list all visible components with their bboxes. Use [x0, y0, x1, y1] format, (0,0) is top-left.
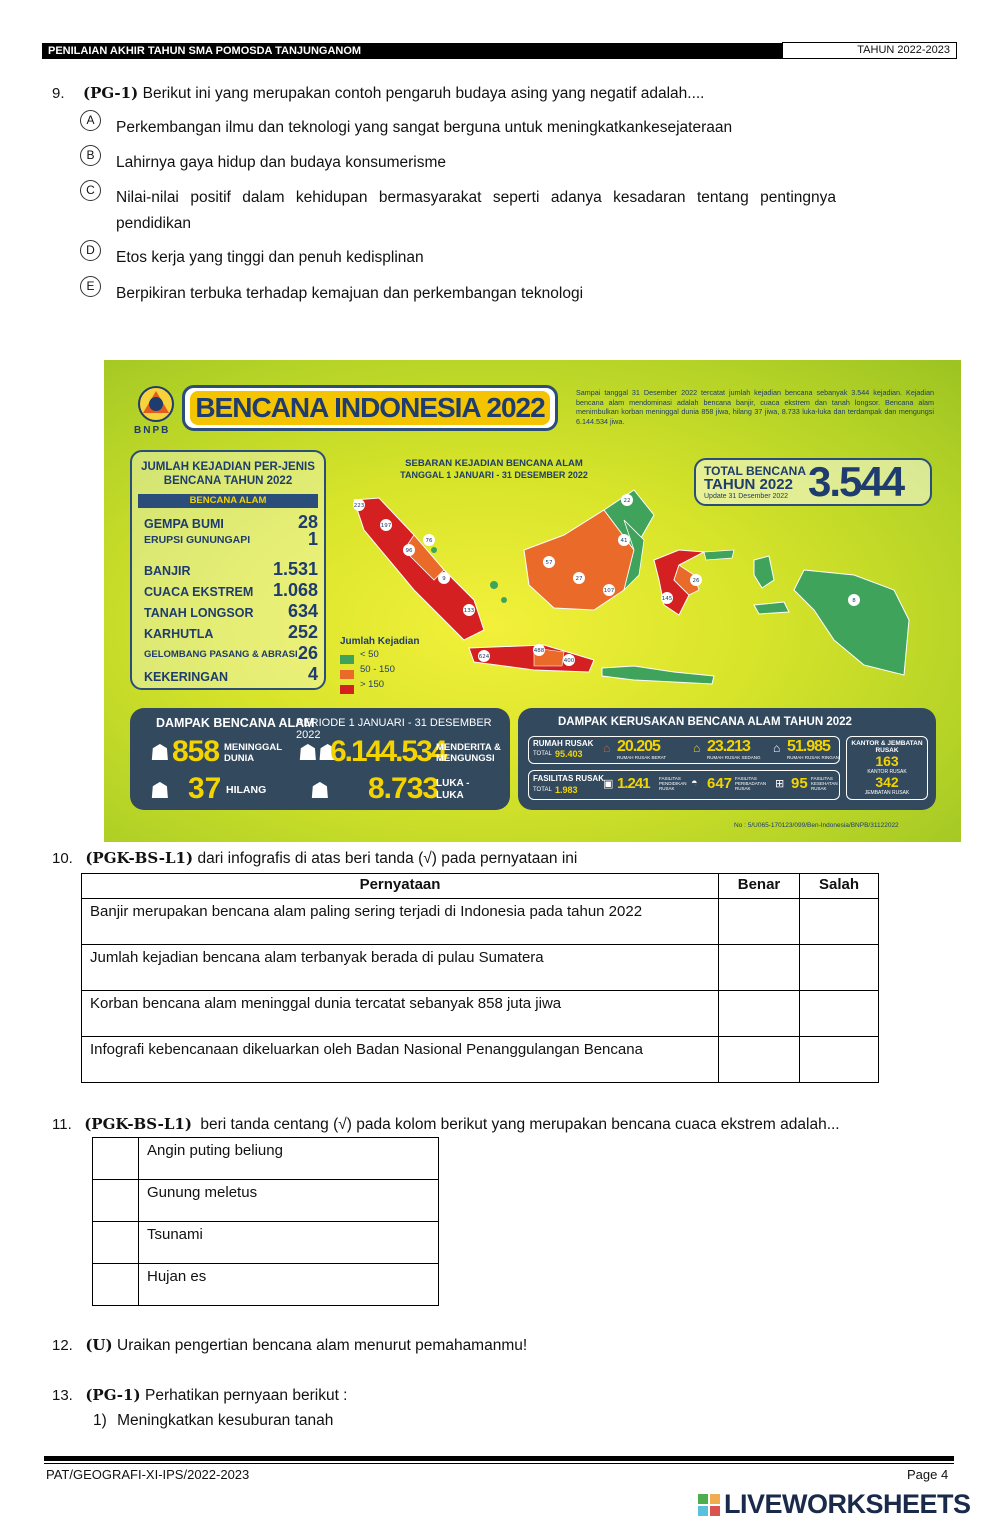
question-number: 13.	[52, 1387, 73, 1404]
benar-checkbox[interactable]	[719, 899, 800, 945]
check-cell[interactable]	[93, 1180, 139, 1222]
map-label-jabar: 624	[478, 654, 490, 660]
impact-panel	[130, 708, 510, 810]
map-label-sumut: 197	[380, 523, 392, 529]
question-10	[52, 849, 577, 868]
map-label-aceh: 223	[353, 503, 365, 509]
houses-row	[528, 736, 840, 764]
option-d-text: Etos kerja yang tinggi dan penuh kedisplinan	[116, 249, 424, 266]
check-cell[interactable]	[93, 1222, 139, 1264]
check-option: Angin puting beliung	[139, 1138, 439, 1180]
fac-worship: 647	[707, 775, 733, 792]
option-a-radio[interactable]: A	[80, 110, 101, 131]
question-code: (PGK-BS-L1)	[84, 1115, 192, 1133]
events-panel-title: JUMLAH KEJADIAN PER-JENIS BENCANA TAHUN 2022	[141, 461, 315, 487]
event-label: KARHUTLA	[144, 627, 214, 641]
event-value: 1	[307, 529, 318, 549]
question-number: 9.	[52, 85, 65, 102]
fac-edu: 1.241	[617, 775, 650, 792]
total-update: Update 31 Desember 2022	[704, 493, 789, 500]
table-row	[82, 1037, 879, 1083]
map-label-sumbar: 96	[405, 548, 413, 554]
table-row	[82, 945, 879, 991]
damage-panel	[518, 708, 936, 810]
map-label-jatim: 400	[563, 658, 575, 664]
question-13	[52, 1386, 347, 1405]
infographic-intro: Sampai tanggal 31 Desember 2022 tercatat jumlah kejadian bencana sebanyak 3.544 kejadian. Kejadian bencana alam mendominasi adalah bencana banjir, cuaca ekstrem dan tanah longsor. Bencana alam menimbulkan korban meninggal dunia 858 jiwa, hilang 37 jiwa, 8.733 luka-luka dan terdampak dan mengungsi 6.144.534 jiwa.	[576, 388, 934, 426]
event-value: 1.068	[272, 580, 318, 600]
list-item	[93, 1412, 333, 1430]
facilities-row	[528, 770, 840, 800]
events-panel-sub: BENCANA ALAM	[138, 494, 318, 508]
statement-text: Jumlah kejadian bencana alam terbanyak berada di pulau Sumatera	[82, 945, 719, 991]
houses-medium: 23.213	[707, 738, 750, 755]
map-island	[431, 547, 437, 553]
people-displaced-icon: ☗☗	[298, 740, 338, 765]
impact-dead-label: MENINGGAL DUNIA	[224, 742, 282, 764]
event-label: BANJIR	[144, 564, 191, 578]
impact-missing: 37	[188, 772, 222, 805]
bnpb-label: BNPB	[134, 425, 171, 436]
fac-health-label: FASILITAS KESEHATAN RUSAK	[811, 776, 838, 791]
event-value: 252	[287, 622, 318, 642]
map-sulawesi-north	[704, 550, 734, 560]
statement-text: Banjir merupakan bencana alam paling sering terjadi di Indonesia pada tahun 2022	[82, 899, 719, 945]
header-pernyataan: Pernyataan	[82, 874, 719, 899]
option-c-radio[interactable]: C	[80, 180, 101, 201]
indonesia-map	[334, 480, 914, 695]
footer-divider	[44, 1456, 954, 1461]
question-text: Uraikan pengertian bencana alam menurut pemahamanmu!	[117, 1337, 528, 1354]
bridge-value: 342	[875, 774, 899, 790]
person-injured-icon: ☗	[310, 778, 330, 803]
house-medium-icon: ⌂	[693, 741, 701, 755]
impact-displaced-label: MENDERITA & MENGUNGSI	[436, 742, 501, 764]
bnpb-logo-icon	[134, 384, 178, 428]
fac-edu-label: FASILITAS PENDIDIKAN RUSAK	[659, 776, 687, 791]
map-island	[490, 581, 498, 589]
question-9	[52, 84, 705, 103]
question-code: (PG-1)	[85, 1386, 141, 1404]
houses-heavy: 20.205	[617, 738, 660, 755]
map-island	[501, 597, 507, 603]
question-number: 11.	[52, 1116, 72, 1133]
houses-label: RUMAH RUSAK	[533, 739, 594, 748]
header-benar: Benar	[719, 874, 800, 899]
houses-total-label: TOTAL	[533, 751, 552, 757]
liveworksheets-watermark: LIVEWORKSHEETS	[724, 1489, 971, 1519]
events-panel	[130, 450, 326, 690]
event-label: CUACA EKSTREM	[144, 585, 254, 599]
liveworksheets-logo-icon	[698, 1494, 720, 1516]
legend-label-mid: 50 - 150	[360, 664, 395, 675]
check-table	[92, 1137, 439, 1306]
office-bridge-label: KANTOR & JEMBATAN RUSAK	[851, 740, 923, 754]
impact-period: PERIODE 1 JANUARI - 31 DESEMBER 2022	[296, 717, 492, 741]
legend-label-low: < 50	[360, 649, 379, 660]
person-dead-icon: ☗	[150, 740, 170, 765]
houses-heavy-label: RUMAH RUSAK BERAT	[617, 755, 667, 760]
fac-worship-label: FASILITAS PERIBADATAN RUSAK	[735, 776, 767, 791]
statement-table	[81, 873, 879, 1083]
legend-swatch-mid	[340, 666, 354, 675]
list-item-number: 1)	[93, 1412, 107, 1429]
legend-title: Jumlah Kejadian	[340, 636, 420, 647]
event-label: ERUPSI GUNUNGAPI	[144, 534, 251, 546]
impact-injured: 8.733	[368, 772, 439, 805]
office-value: 163	[875, 753, 899, 769]
question-text: beri tanda centang (√) pada kolom berikut yang merupakan bencana cuaca ekstrem adalah...	[200, 1116, 840, 1133]
event-value: 4	[307, 664, 318, 684]
infographic-bencana	[104, 360, 961, 842]
option-e-radio[interactable]: E	[80, 276, 101, 297]
option-b-radio[interactable]: B	[80, 145, 101, 166]
salah-checkbox[interactable]	[800, 991, 879, 1037]
map-papua	[794, 570, 909, 675]
check-option: Gunung meletus	[139, 1180, 439, 1222]
option-b-text: Lahirnya gaya hidup dan budaya konsumerisme	[116, 154, 447, 171]
event-value: 1.531	[272, 559, 318, 579]
event-value: 26	[297, 643, 318, 663]
mosque-icon: ◓	[691, 777, 698, 789]
event-label: GEMPA BUMI	[144, 517, 224, 531]
question-12	[52, 1336, 527, 1355]
damage-title: DAMPAK KERUSAKAN BENCANA ALAM TAHUN 2022	[558, 716, 852, 728]
salah-checkbox[interactable]	[800, 1037, 879, 1083]
total-label-2: TAHUN 2022	[704, 476, 793, 493]
event-label: KEKERINGAN	[144, 670, 229, 684]
fac-health: 95	[791, 775, 808, 792]
statement-text: Infografi kebencanaan dikeluarkan oleh Badan Nasional Penanggulangan Bencana	[82, 1037, 719, 1083]
benar-checkbox[interactable]	[719, 991, 800, 1037]
legend-swatch-high	[340, 681, 354, 690]
event-label: GELOMBANG PASANG & ABRASI	[144, 649, 298, 660]
impact-missing-label: HILANG	[226, 784, 267, 796]
total-value: 3.544	[808, 458, 904, 505]
option-a-text: Perkembangan ilmu dan teknologi yang sangat berguna untuk meningkatkankesejateraan	[116, 119, 733, 136]
facilities-total-label: TOTAL	[533, 787, 552, 793]
table-header-row	[82, 874, 879, 899]
footer-page: Page 4	[907, 1467, 949, 1482]
option-c-text-cont: pendidikan	[116, 215, 191, 232]
question-number: 12.	[52, 1337, 73, 1354]
infographic-ref: No : 5/U065-170123/099/Ben-Indonesia/BNPB/31122022	[734, 822, 899, 829]
houses-total: 95.403	[555, 749, 583, 759]
question-code: (U)	[85, 1336, 113, 1354]
question-text: Berikut ini yang merupakan contoh pengaruh budaya asing yang negatif adalah....	[142, 85, 705, 102]
impact-dead: 858	[172, 735, 220, 768]
option-c-text: Nilai-nilai positif dalam kehidupan bermasyarakat seperti adanya kesadaran tentang pentingnya	[116, 189, 836, 206]
check-cell[interactable]	[93, 1138, 139, 1180]
impact-title: DAMPAK BENCANA ALAM	[156, 716, 315, 730]
total-label-1: TOTAL BENCANA	[704, 464, 806, 478]
table-row	[93, 1264, 439, 1306]
header-school: PENILAIAN AKHIR TAHUN SMA POMOSDA TANJUNGANOM	[42, 43, 782, 59]
house-light-icon: ⌂	[773, 741, 781, 755]
map-sumatra	[354, 498, 484, 640]
map-label-jateng: 488	[533, 648, 545, 654]
salah-checkbox[interactable]	[800, 899, 879, 945]
question-text: dari infografis di atas beri tanda (√) pada pernyataan ini	[197, 850, 578, 867]
map-maluku	[754, 602, 789, 614]
map-label-jambi: 9	[442, 576, 446, 582]
footer-divider-thin	[44, 1463, 954, 1464]
infographic-title: BENCANA INDONESIA 2022	[190, 391, 550, 425]
table-row	[82, 899, 879, 945]
legend-label-high: > 150	[360, 679, 385, 690]
option-e-text: Berpikiran terbuka terhadap kemajuan dan perkembangan teknologi	[116, 285, 584, 302]
map-label-kalteng: 27	[575, 576, 583, 582]
map-nusa-tenggara	[602, 666, 714, 684]
list-item-text: Meningkatkan kesuburan tanah	[117, 1412, 334, 1429]
map-label-kaltim: 41	[620, 538, 628, 544]
statement-text: Korban bencana alam meninggal dunia tercatat sebanyak 858 juta jiwa	[82, 991, 719, 1037]
question-code: (PGK-BS-L1)	[85, 849, 194, 867]
bridge-sub: JEMBATAN RUSAK	[864, 790, 910, 796]
map-title: SEBARAN KEJADIAN BENCANA ALAM	[405, 458, 583, 469]
title-banner	[182, 385, 558, 431]
check-option: Tsunami	[139, 1222, 439, 1264]
map-label-kalut: 22	[623, 498, 631, 504]
facilities-total: 1.983	[555, 785, 578, 795]
event-value: 634	[287, 601, 318, 621]
map-subtitle: TANGGAL 1 JANUARI - 31 DESEMBER 2022	[400, 470, 588, 480]
salah-checkbox[interactable]	[800, 945, 879, 991]
benar-checkbox[interactable]	[719, 945, 800, 991]
person-missing-icon: ☗	[150, 778, 170, 803]
office-sub: KANTOR RUSAK	[867, 769, 907, 775]
legend-swatch-low	[340, 651, 354, 660]
option-d-radio[interactable]: D	[80, 240, 101, 261]
map-label-sulsel: 145	[661, 596, 673, 602]
question-number: 10.	[52, 850, 73, 867]
table-row	[93, 1138, 439, 1180]
question-code: (PG-1)	[82, 84, 139, 102]
map-label-kalbar: 57	[545, 560, 553, 566]
houses-medium-label: RUMAH RUSAK SEDANG	[707, 755, 761, 760]
map-label-riau: 76	[425, 538, 433, 544]
impact-injured-label: LUKA - LUKA	[436, 778, 470, 801]
hospital-icon: ⊞	[775, 778, 785, 790]
map-label-sulteng: 26	[692, 578, 700, 584]
header-salah: Salah	[800, 874, 879, 899]
map-label-papua: 8	[852, 598, 856, 604]
map-label-sumsel: 133	[463, 608, 475, 614]
benar-checkbox[interactable]	[719, 1037, 800, 1083]
check-option: Hujan es	[139, 1264, 439, 1306]
header-year: TAHUN 2022-2023	[782, 42, 957, 59]
houses-light: 51.985	[787, 738, 830, 755]
house-heavy-icon: ⌂	[603, 741, 611, 755]
event-label: TANAH LONGSOR	[144, 606, 254, 620]
office-bridge-box	[846, 736, 928, 800]
facilities-label: FASILITAS RUSAK	[533, 774, 604, 783]
table-row	[93, 1180, 439, 1222]
footer-left: PAT/GEOGRAFI-XI-IPS/2022-2023	[46, 1467, 250, 1482]
impact-displaced: 6.144.534	[330, 735, 446, 768]
event-value: 28	[297, 512, 318, 532]
school-icon: ▣	[603, 778, 614, 790]
houses-light-label: RUMAH RUSAK RINGAN	[787, 755, 840, 760]
table-row	[93, 1222, 439, 1264]
table-row	[82, 991, 879, 1037]
map-maluku-north	[754, 556, 774, 588]
question-11	[52, 1115, 840, 1134]
map-label-kalsel: 107	[603, 588, 615, 594]
question-text: Perhatikan pernyaan berikut :	[145, 1387, 348, 1404]
check-cell[interactable]	[93, 1264, 139, 1306]
